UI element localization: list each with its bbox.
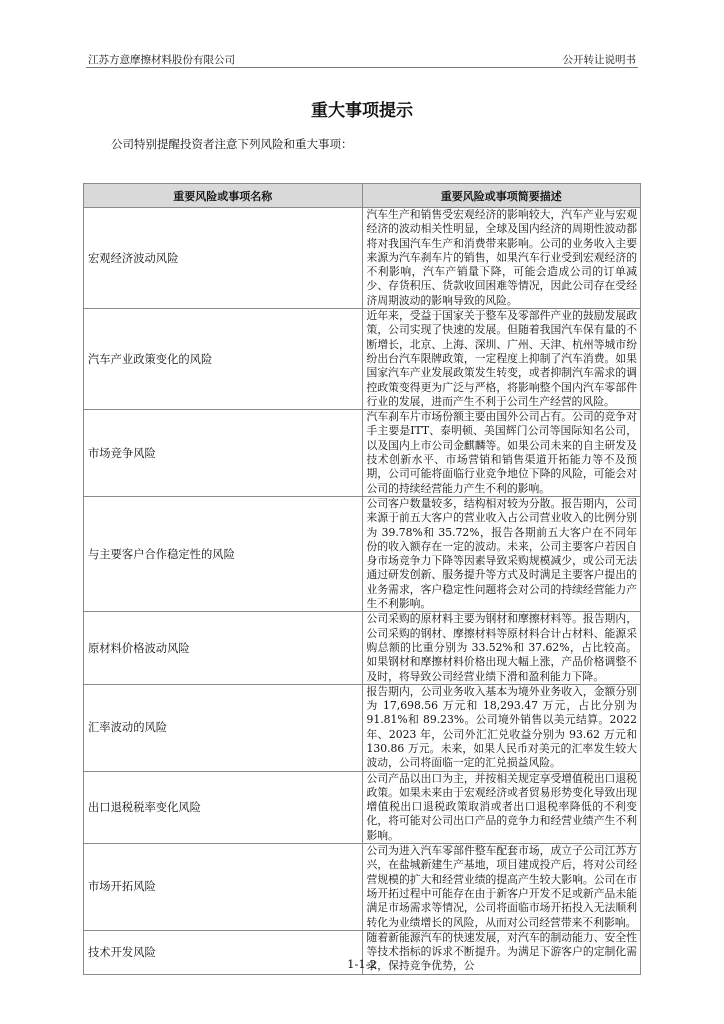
page-header — [86, 50, 638, 68]
risk-name: 原材料价格波动风险 — [84, 612, 363, 684]
column-header-description: 重要风险或事项简要描述 — [362, 184, 641, 208]
risk-name: 汽车产业政策变化的风险 — [84, 309, 363, 410]
risk-description: 公司为进入汽车零部件整车配套市场，成立子公司江苏方兴，在盐城新建生产基地，项目建成投产后，将对公司经营规模的扩大和经营业绩的提高产生较大影响。公司在市场开拓过程中可能存在由于新客户开发不足或新产品未能满足市场需求等情况，公司将面临市场开拓投入无法顺利转化为业绩增长的风险，从而对公司经营带来不利影响。 — [362, 844, 641, 931]
risk-description: 公司产品以出口为主，并按相关规定享受增值税出口退税政策。如果未来由于宏观经济或者贸易形势变化导致出现增值税出口退税政策取消或者出口退税率降低的不利变化，将可能对公司出口产品的竞争力和经营业绩产生不利影响。 — [362, 771, 641, 843]
table-row — [84, 410, 641, 497]
risk-name: 出口退税税率变化风险 — [84, 771, 363, 843]
risk-name: 市场开拓风险 — [84, 844, 363, 931]
section-title: 重大事项提示 — [311, 101, 413, 121]
table-header-row — [84, 184, 641, 208]
table-row — [84, 208, 641, 309]
table-row — [84, 612, 641, 684]
risk-description: 汽车刹车片市场份额主要由国外公司占有。公司的竞争对手主要是ITT、泰明顿、美国辉门公司等国际知名公司，以及国内上市公司金麒麟等。如果公司未来的自主研发及技术创新水平、市场营销和销售渠道开拓能力等不及预期，公司可能将面临行业竞争地位下降的风险，可能会对公司的持续经营能力产生不利的影响。 — [362, 410, 641, 497]
risk-description: 汽车生产和销售受宏观经济的影响较大，汽车产业与宏观经济的波动相关性明显，全球及国内经济的周期性波动都将对我国汽车生产和消费带来影响。公司的业务收入主要来源为汽车刹车片的销售，如果汽车行业受到宏观经济的不利影响，汽车产销量下降，可能会造成公司的订单减少、存货积压、货款收回困难等情况，因此公司存在受经济周期波动的影响导致的风险。 — [362, 208, 641, 309]
risk-table — [83, 183, 641, 975]
risk-name: 宏观经济波动风险 — [84, 208, 363, 309]
table-row — [84, 496, 641, 611]
column-header-name: 重要风险或事项名称 — [84, 184, 363, 208]
risk-description: 随着新能源汽车的快速发展，对汽车的制动能力、安全性等技术指标的诉求不断提升。为满足下游客户的定制化需求，保持竞争优势，公 — [362, 930, 641, 974]
risk-description: 公司采购的原材料主要为钢材和摩擦材料等。报告期内，公司采购的钢材、摩擦材料等原材料合计占材料、能源采购总额的比重分别为 33.52%和 37.62%，占比较高。如果钢材和摩擦材料价格出现大幅上涨，产品价格调整不及时，将导致公司经营业绩下滑和盈利能力下降。 — [362, 612, 641, 684]
risk-description: 报告期内，公司业务收入基本为境外业务收入，金额分别为 17,698.56 万元和 18,293.47 万元，占比分别为 91.81%和 89.23%。公司境外销售以美元结算。2022 年、2023 年，公司外汇汇兑收益分别为 93.62 万元和 130.86 万元。未来，如果人民币对美元的汇率发生较大波动，公司将面临一定的汇兑损益风险。 — [362, 684, 641, 771]
risk-description: 近年来，受益于国家关于整车及零部件产业的鼓励发展政策，公司实现了快速的发展。但随着我国汽车保有量的不断增长，北京、上海、深圳、广州、天津、杭州等城市纷纷出台汽车限牌政策，一定程度上抑制了汽车消费。如果国家汽车产业发展政策发生转变，或者抑制汽车需求的调控政策变得更为广泛与严格，将影响整个国内汽车零部件行业的发展，进而产生不利于公司生产经营的风险。 — [362, 309, 641, 410]
risk-name: 技术开发风险 — [84, 930, 363, 974]
table-row — [84, 844, 641, 931]
risk-name: 与主要客户合作稳定性的风险 — [84, 496, 363, 611]
risk-description: 公司客户数量较多，结构相对较为分散。报告期内，公司来源于前五大客户的营业收入占公司营业收入的比例分别为 39.78%和 35.72%，报告各期前五大客户在不同年份的收入额存在一定的波动。未来，公司主要客户若因自身市场竞争力下降等因素导致采购规模减少，或公司无法通过研发创新、服务提升等方式及时满足主要客户提出的业务需求，客户稳定性问题将会对公司的持续经营能力产生不利影响。 — [362, 496, 641, 611]
page-number: 1-1-2 — [347, 957, 377, 971]
intro-text: 公司特别提醒投资者注意下列风险和重大事项： — [111, 137, 353, 151]
table-row — [84, 684, 641, 771]
risk-name: 市场竞争风险 — [84, 410, 363, 497]
header-doc-title: 公开转让说明书 — [562, 54, 636, 66]
table-row — [84, 771, 641, 843]
header-company: 江苏方意摩擦材料股份有限公司 — [88, 54, 235, 66]
risk-name: 汇率波动的风险 — [84, 684, 363, 771]
table-row — [84, 309, 641, 410]
